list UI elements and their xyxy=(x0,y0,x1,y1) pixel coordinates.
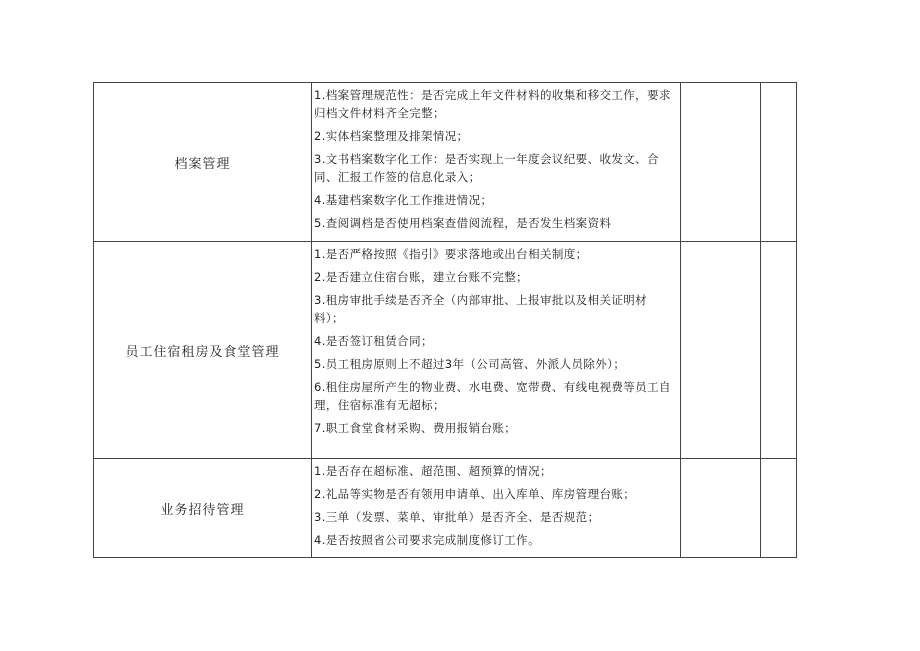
check-item: 3.三单（发票、菜单、审批单）是否齐全、是否规范； xyxy=(314,510,600,524)
check-item: 7.职工食堂食材采购、费用报销台账； xyxy=(314,421,517,435)
score-cell xyxy=(681,459,761,558)
content-cell xyxy=(312,459,681,558)
check-item: 3.租房审批手续是否齐全（内部审批、上报审批以及相关证明材料）； xyxy=(314,293,648,325)
category-cell xyxy=(94,459,312,558)
check-item: 4.基建档案数字化工作推进情况； xyxy=(314,193,493,207)
score-cell xyxy=(681,83,761,242)
check-item: 1.档案管理规范性：是否完成上年文件材料的收集和移交工作，要求归档文件材料齐全完整； xyxy=(314,88,671,120)
content-cell xyxy=(312,242,681,459)
table-row-archives xyxy=(94,83,797,242)
check-item: 6.租住房屋所产生的物业费、水电费、宽带费、有线电视费等员工自理，住宿标准有无超标； xyxy=(314,380,671,412)
category-cell xyxy=(94,242,312,459)
score-cell xyxy=(681,242,761,459)
check-item: 4.是否按照省公司要求完成制度修订工作。 xyxy=(314,533,540,547)
category-label: 员工住宿租房及食堂管理 xyxy=(125,344,280,360)
remark-cell xyxy=(761,459,797,558)
category-label: 业务招待管理 xyxy=(160,502,245,518)
content-cell xyxy=(312,83,681,242)
check-item: 5.员工租房原则上不超过3年（公司高管、外派人员除外）； xyxy=(314,357,626,371)
check-item: 1.是否严格按照《指引》要求落地或出台相关制度； xyxy=(314,247,588,261)
table-row-hospitality xyxy=(94,459,797,558)
category-cell xyxy=(94,83,312,242)
check-item: 2.礼品等实物是否有领用申请单、出入库单、库房管理台账； xyxy=(314,487,636,501)
check-item: 5.查阅调档是否使用档案查借阅流程，是否发生档案资料 xyxy=(314,216,612,230)
remark-cell xyxy=(761,242,797,459)
check-item: 2.是否建立住宿台账，建立台账不完整； xyxy=(314,270,529,284)
check-item: 4.是否签订租赁合同； xyxy=(314,334,433,348)
remark-cell xyxy=(761,83,797,242)
table-row-housing xyxy=(94,242,797,459)
inspection-table xyxy=(93,82,797,558)
check-item: 1.是否存在超标准、超范围、超预算的情况； xyxy=(314,464,552,478)
check-item: 2.实体档案整理及排架情况； xyxy=(314,129,469,143)
check-item: 3.文书档案数字化工作：是否实现上一年度会议纪要、收发文、合同、汇报工作签的信息化录入； xyxy=(314,152,659,184)
category-label: 档案管理 xyxy=(174,156,231,172)
